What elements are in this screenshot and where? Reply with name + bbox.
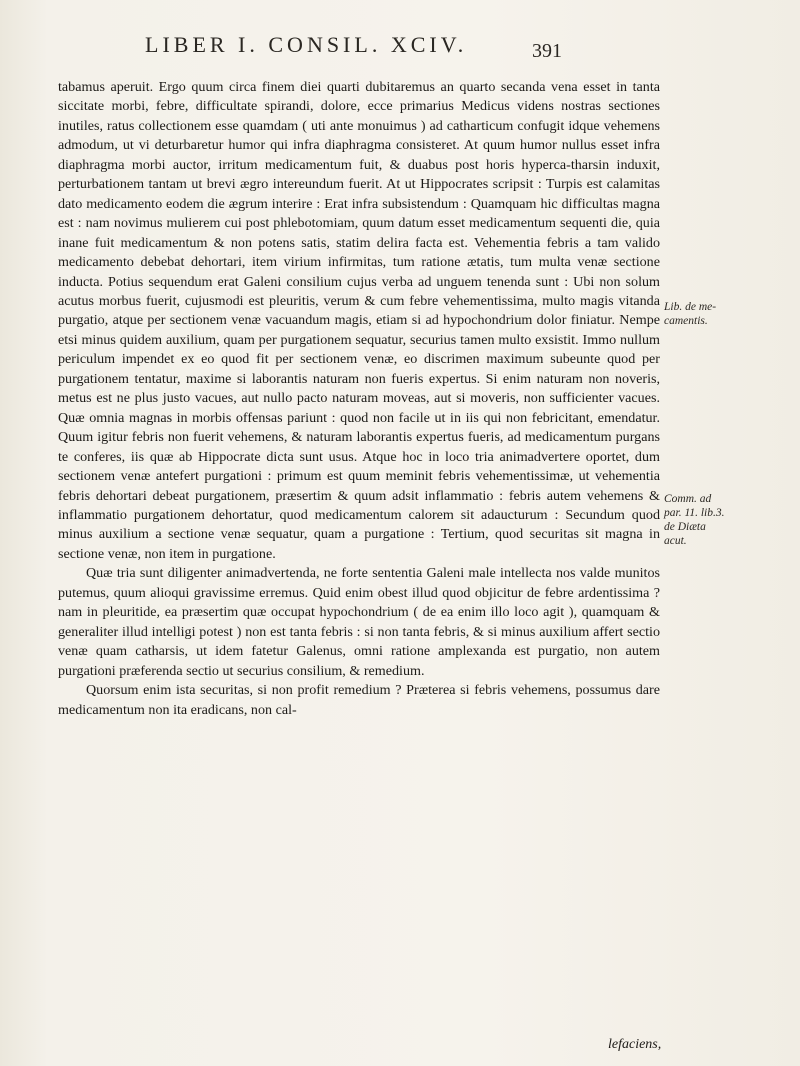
paragraph-1: tabamus aperuit. Ergo quum circa finem diei quarti dubitaremus an quarto secanda vena esset in tanta siccitate morbi, febre, difficultate spirandi, dolore, ecce primarius Medicus videns nostras sectiones inutiles, ratus collectionem esse quamdam ( uti ante monuimus ) ad catharticum confugit idque vehemens admodum, ut vi deturbaretur humor qui infra diaphragma consisteret. At quum humor nullus esset infra diaphragma morbi auctor, irritum medicamentum fuit, & duabus post horis hyperca-tharsin induxit, perturbationem tantam ut brevi ægro intereundum fuerit. At ut Hippocrates scripsit : Turpis est calamitas dato medicamento eodem die ægrum interire : Erat infra subsistendum : Quamquam hic difficultas magna est : nam novimus mulierem cui post phlebotomiam, quum datum esset medicamentum sequenti die, quia inane fuit medicamentum & non potens satis, statim delira facta est. Vehementia febris a tam valido medicamento debebat dehortari, item virium infirmitas, tum ratione ætatis, tum multa venæ sectione inducta. Potius sequendum erat Galeni consilium cujus verba ad unguem tenenda sunt : Ubi non solum acutus morbus fuerit, cujusmodi est pleuritis, verum & cum febre vehementissima, multo magis vitanda purgatio, atque per sectionem venæ vacuandum magis, etiam si ad hypochondrium dolor finiatur. Nempe etsi minus quidem auxilium, quam per purgationem sequatur, securius tamen multo exsistit. Immo nullum periculum impendet ex eo quod fit per sectionem venæ, eo discrimen maximum subeunte quod per purgationem tentatur, maxime si laborantis naturam non fueris expertus. Si enim naturam non noveris, metus est ne plus justo vacues, aut nullo pacto naturam moveas, aut si moveris, non sufficienter vacues. Quæ omnia magnas in morbis offensas pariunt : quod non facile ut in iis qui non febricitant, emendatur. Quum igitur febris non fuerit vehemens, & naturam laborantis expertus fueris, ad medicamentum purgans te conferes, iis quæ ab Hippocrate dicta sunt usus. Atque hoc in loco tria animadvertere oportet, dum sectionem venæ antefert purgationi : primum est quum meminit febris vehementissimæ, ut vehementia febris dehortari debeat purgationem, præsertim & quum adsit inflammatio : febris autem vehemens & inflammatio purgationem dehortatur, quod medicamentum calorem sit adaucturum : Secundum quod minus auxilium a sectione venæ sequatur, quam a purgatione : Tertium, quod securitas sit magna in sectione venæ, non item in purgatione.	[58, 79, 660, 562]
running-head-title: LIBER I. CONSIL. XCIV.	[145, 32, 468, 57]
margin-note-line: camentis.	[664, 315, 708, 327]
margin-note-lib-de-medicamentis	[664, 300, 734, 328]
paragraph-2: Quæ tria sunt diligenter animadvertenda, ne forte sententia Galeni male intellecta nos valde munitos putemus, quum alioqui gravissime erremus. Quid enim obest illud quod objicitur de febre ardentissima ? nam in pleuritide, ea præsertim quæ occupat hypochondrium ( de ea enim illo loco agit ), quamquam & generaliter illud intelligi potest ) non est tanta febris : si non tanta febris, & si minus auxilium affert sectio venæ quam catharsis, ut idem fatetur Galenus, omni ratione amplexanda est purgatio, non autem purgationi præferenda sectio ut securius consilium, & remedium.	[58, 565, 660, 679]
margin-note-line: Lib. de me-	[664, 301, 717, 313]
catchword: lefaciens,	[608, 1037, 662, 1052]
margin-note-comm-ad	[664, 492, 734, 548]
margin-note-line: acut.	[664, 535, 687, 547]
margin-note-line: Comm. ad	[664, 493, 712, 505]
running-head	[0, 30, 800, 70]
paragraph-3: Quorsum enim ista securitas, si non profit remedium ? Præterea si febris vehemens, possumus dare medicamentum non ita eradicans, non cal-	[58, 682, 660, 718]
margin-note-line: par. 11. lib.3.	[664, 507, 725, 519]
margin-note-line: de Diæta	[664, 521, 706, 533]
page-number: 391	[532, 40, 562, 62]
body-text	[58, 78, 660, 720]
